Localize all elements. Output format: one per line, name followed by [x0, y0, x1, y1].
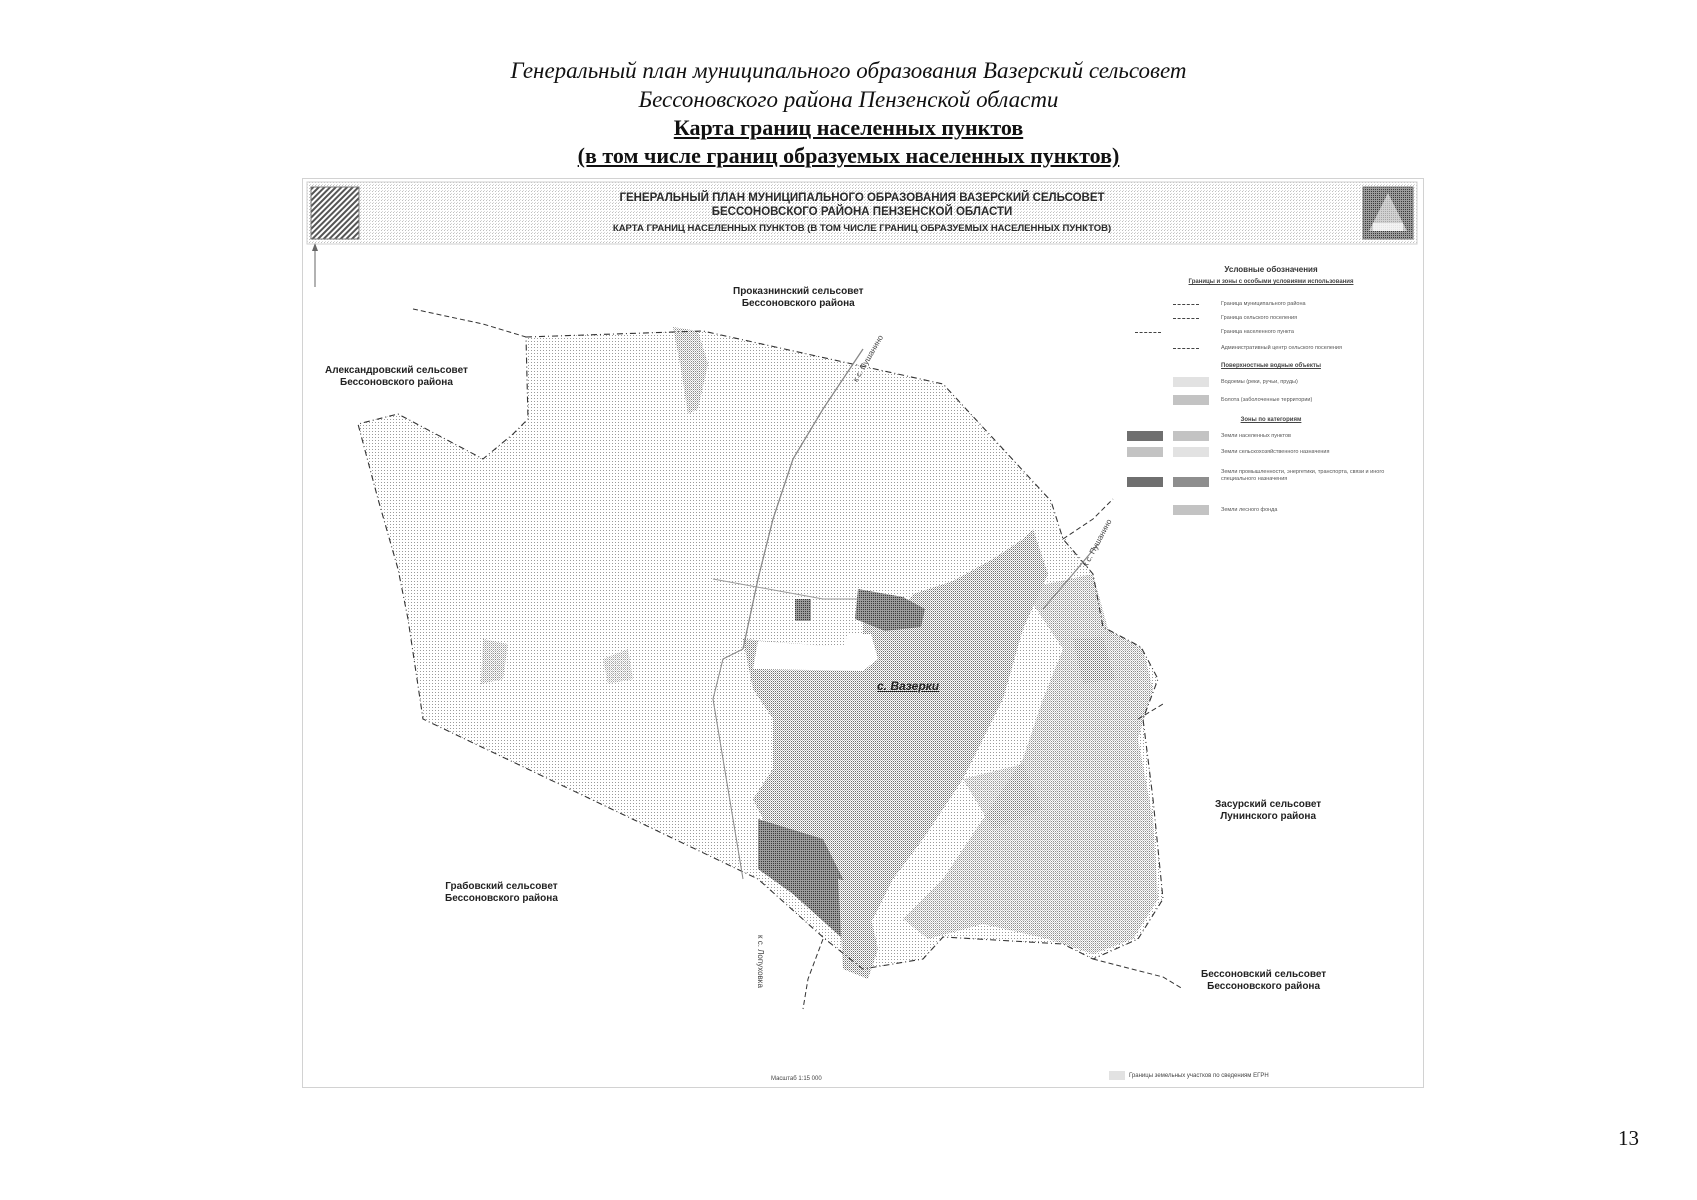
map-scale: Масштаб 1:15 000 — [771, 1076, 822, 1082]
header-map-title: Карта границ населенных пунктов — [673, 115, 1024, 140]
header-line-1: Генеральный план муниципального образования Вазерский сельсовет — [510, 58, 1187, 83]
legend-row-agricultural-land: Земли сельскохозяйственного назначения — [1121, 447, 1421, 463]
document-header — [0, 56, 1697, 170]
district-boundary-north — [413, 309, 526, 337]
road-label-east: к с. Пушанино — [1081, 517, 1114, 569]
label-bessonovsky: Бессоновский сельсовет Бессоновского района — [1201, 969, 1327, 992]
legend-section-zones: Зоны по категориям — [1240, 417, 1302, 423]
header-map-subtitle: (в том числе границ образуемых населенных пунктов) — [577, 143, 1120, 168]
road-label-north: к с. Пушанино — [851, 333, 886, 384]
page-number: 13 — [1618, 1126, 1639, 1150]
district-boundary-south — [803, 939, 823, 1009]
cadastral-note: Границы земельных участков по сведениям ЕГРН — [1129, 1073, 1269, 1079]
settlement-label-vazerki: с. Вазерки — [877, 679, 940, 693]
map-title-line-2: БЕССОНОВСКОГО РАЙОНА ПЕНЗЕНСКОЙ ОБЛАСТИ — [711, 206, 1013, 218]
legend-section-water: Поверхностные водные объекты — [1221, 363, 1321, 369]
legend-row-wetland: Болота (заболоченные территории) — [1121, 395, 1421, 411]
district-boundary-southeast — [1093, 959, 1183, 989]
north-arrow — [312, 243, 318, 287]
legend-section-boundaries: Границы и зоны с особыми условиями использования — [1188, 279, 1354, 285]
legend-row-settlement-boundary: Граница сельского поселения — [1121, 313, 1421, 329]
label-aleksandrovsky: Александровский сельсовет Бессоновского района — [325, 365, 468, 388]
legend-row-locality-boundary: Граница населенного пункта — [1121, 327, 1421, 343]
legend-row-forest-land: Земли лесного фонда — [1121, 505, 1421, 521]
legend-row-admin-center: Административный центр сельского поселения — [1121, 343, 1421, 359]
map-title-line-1: ГЕНЕРАЛЬНЫЙ ПЛАН МУНИЦИПАЛЬНОГО ОБРАЗОВАНИЯ ВАЗЕРСКИЙ СЕЛЬСОВЕТ — [619, 192, 1105, 204]
label-zasursky: Засурский сельсовет Лунинского района — [1215, 799, 1322, 822]
label-prokazninsky: Проказнинский сельсовет Бессоновского района — [733, 286, 864, 309]
legend-title: Условные обозначения — [1224, 265, 1318, 274]
cadastral-legend-swatch — [1109, 1071, 1125, 1080]
legend-row-water: Водоемы (реки, ручьи, пруды) — [1121, 377, 1421, 393]
industrial-block — [795, 599, 811, 621]
map-frame — [302, 178, 1424, 1088]
header-line-2: Бессоновского района Пензенской области — [638, 87, 1059, 112]
label-grabovsky: Грабовский сельсовет Бессоновского района — [445, 881, 558, 904]
map-title-line-3: КАРТА ГРАНИЦ НАСЕЛЕННЫХ ПУНКТОВ (В ТОМ ЧИСЛЕ ГРАНИЦ ОБРАЗУЕМЫХ НАСЕЛЕННЫХ ПУНКТОВ) — [612, 223, 1112, 234]
legend-row-industrial-land: Земли промышленности, энергетики, транспорта, связи и иного специального назначения — [1121, 469, 1421, 499]
legend-row-settlement-land: Земли населенных пунктов — [1121, 431, 1421, 447]
map-title-bar — [307, 182, 1417, 246]
legend-row-district-boundary: Граница муниципального района — [1121, 299, 1421, 315]
road-label-south: к с. Лопуховка — [756, 935, 765, 988]
